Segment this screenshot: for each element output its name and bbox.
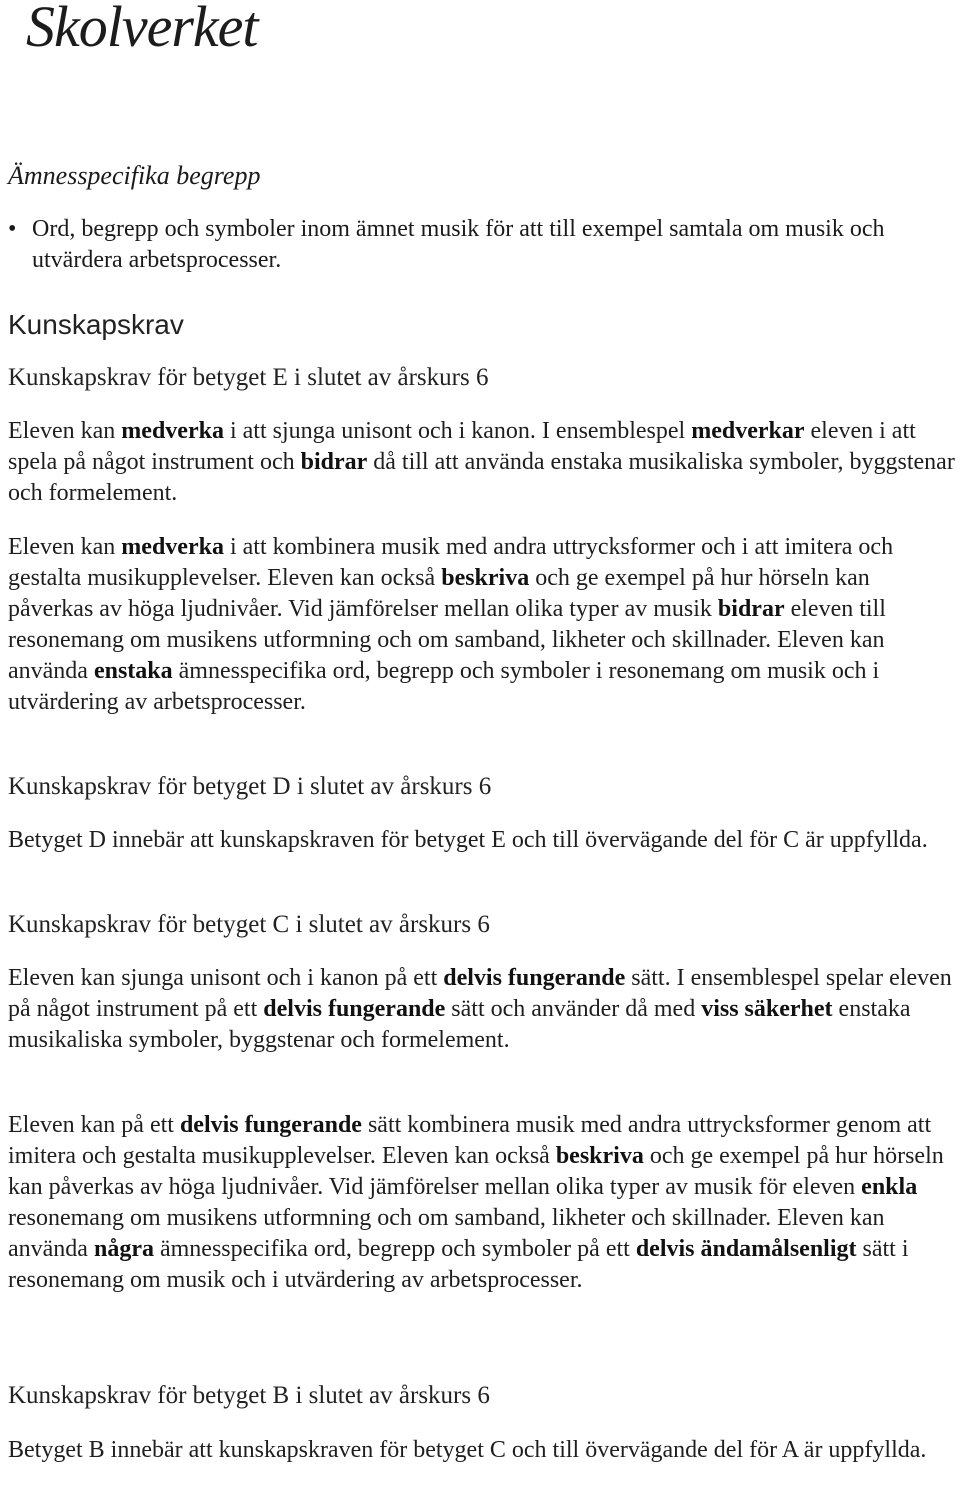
bullet-marker: • — [8, 216, 17, 242]
text-run: enstaka musikaliska symboler, byggstenar och formelement. — [8, 996, 911, 1053]
text-run: sätt kombinera musik med andra uttrycksformer genom att imitera och gestalta musikupplevelser. Eleven kan också — [8, 1112, 932, 1169]
text-run: i att sjunga unisont och i kanon. I ensemblespel — [223, 418, 692, 444]
emphasized-term: delvis fungerande — [443, 965, 626, 991]
text-run: och ge exempel på hur hörseln kan påverkas av höga ljudnivåer. Vid jämförelser mellan olika typer av musik för eleven — [8, 1143, 944, 1200]
text-run: sätt i resonemang om musik och i utvärdering av arbetsprocesser. — [8, 1236, 909, 1293]
skolverket-logo: Skolverket — [26, 0, 258, 59]
emphasized-term: medverkar — [691, 418, 805, 444]
emphasized-term: delvis ändamålsenligt — [635, 1236, 857, 1262]
emphasized-term: bidrar — [717, 596, 785, 622]
emphasized-term: viss säkerhet — [701, 996, 833, 1022]
emphasized-term: enkla — [861, 1174, 918, 1200]
grade-e-heading: Kunskapskrav för betyget E i slutet av årskurs 6 — [8, 364, 489, 391]
text-run: i att kombinera musik med andra uttrycksformer och i att imitera och gestalta musikupplevelser. Eleven kan också — [8, 534, 894, 591]
text-run: Eleven kan — [8, 534, 122, 560]
text-run: eleven i att spela på något instrument och — [8, 418, 916, 475]
grade-d-heading: Kunskapskrav för betyget D i slutet av årskurs 6 — [8, 773, 492, 800]
emphasized-term: några — [93, 1236, 154, 1262]
text-run: ämnesspecifika ord, begrepp och symboler på ett — [153, 1236, 636, 1262]
emphasized-term: medverka — [121, 534, 224, 560]
list-item — [8, 214, 958, 276]
text-run: Betyget B innebär att kunskapskraven för betyget C och till övervägande del för A är uppfyllda. — [8, 1437, 927, 1463]
text-run: sätt och använder då med — [445, 996, 702, 1022]
subject-terms-heading: Ämnesspecifika begrepp — [8, 161, 261, 190]
grade-c-paragraph-1 — [8, 963, 958, 1056]
emphasized-term: medverka — [121, 418, 224, 444]
requirements-heading: Kunskapskrav — [8, 309, 184, 340]
text-run: Eleven kan sjunga unisont och i kanon på ett — [8, 965, 444, 991]
emphasized-term: delvis fungerande — [263, 996, 446, 1022]
emphasized-term: beskriva — [441, 565, 530, 591]
text-run: då till att använda enstaka musikaliska symboler, byggstenar och formelement. — [8, 449, 955, 506]
text-run: Eleven kan — [8, 418, 122, 444]
text-run: resonemang om musikens utformning och om samband, likheter och skillnader. Eleven kan använda — [8, 1205, 885, 1262]
grade-c-heading: Kunskapskrav för betyget C i slutet av årskurs 6 — [8, 911, 490, 938]
emphasized-term: enstaka — [93, 658, 173, 684]
text-run: Betyget D innebär att kunskapskraven för betyget E och till övervägande del för C är uppfyllda. — [8, 827, 928, 853]
grade-b-paragraph — [8, 1435, 958, 1466]
text-run: Eleven kan på ett — [8, 1112, 180, 1138]
emphasized-term: delvis fungerande — [179, 1112, 362, 1138]
emphasized-term: beskriva — [555, 1143, 644, 1169]
text-run: eleven till resonemang om musikens utformning och om samband, likheter och skillnader. Eleven kan använda — [8, 596, 886, 684]
grade-b-heading: Kunskapskrav för betyget B i slutet av årskurs 6 — [8, 1382, 490, 1409]
list-item-text: Ord, begrepp och symboler inom ämnet musik för att till exempel samtala om musik och utvärdera arbetsprocesser. — [32, 216, 885, 273]
grade-e-paragraph-2 — [8, 532, 958, 718]
grade-c-paragraph-2 — [8, 1110, 958, 1296]
emphasized-term: bidrar — [300, 449, 368, 475]
grade-d-paragraph — [8, 825, 958, 856]
text-run: och ge exempel på hur hörseln kan påverkas av höga ljudnivåer. Vid jämförelser mellan olika typer av musik — [8, 565, 870, 622]
subject-terms-list — [8, 214, 958, 276]
grade-e-paragraph-1 — [8, 416, 958, 509]
text-run: ämnesspecifika ord, begrepp och symboler i resonemang om musik och i utvärdering av arbetsprocesser. — [8, 658, 880, 715]
text-run: sätt. I ensemblespel spelar eleven på något instrument på ett — [8, 965, 952, 1022]
